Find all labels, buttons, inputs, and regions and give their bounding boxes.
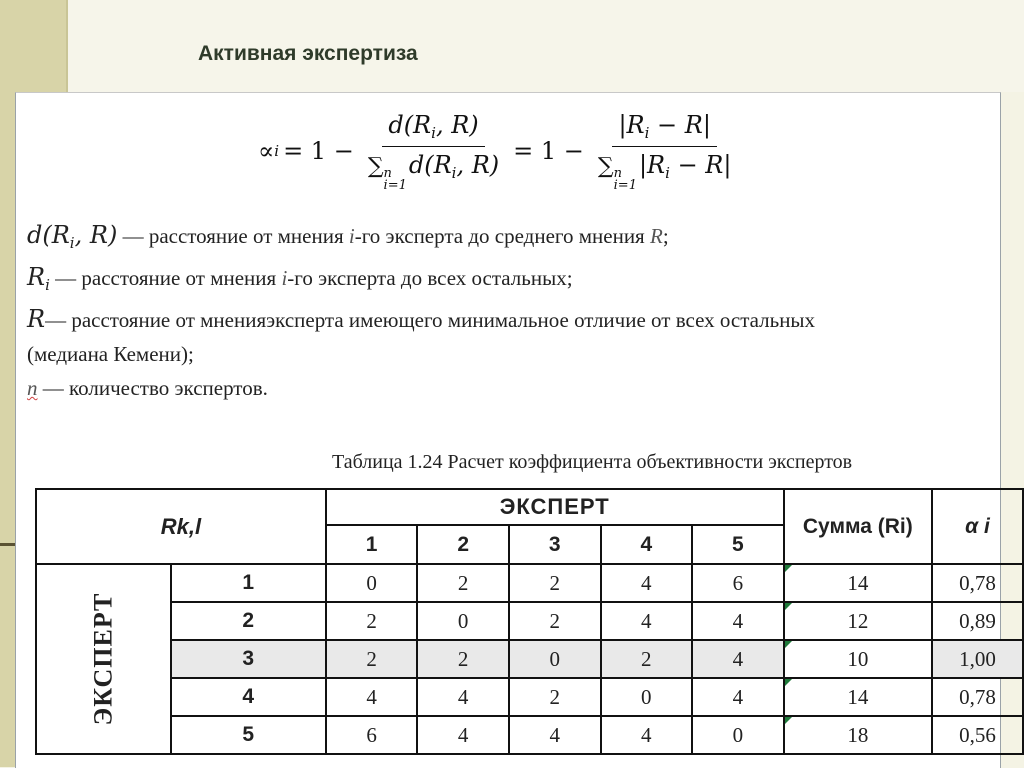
fraction-1-numerator: $d(R_i$, R) [382, 111, 484, 147]
experts-table [35, 488, 1024, 755]
cell: 6 [326, 716, 418, 754]
sum-cell: 14 [784, 564, 932, 602]
table-row [36, 716, 1023, 754]
row-label: 2 [171, 602, 326, 640]
table-caption: Таблица 1.24 Расчет коэффициента объективности экспертов [332, 451, 853, 473]
fraction-2-numerator: $|R_i - R|$ [612, 111, 717, 147]
alpha-cell: 0,78 [932, 678, 1023, 716]
definition-distance-mean: $d(R_i$, R) — расстояние от мнения i-го эксперта до среднего мнения R; [27, 221, 669, 252]
sum-header: Сумма (Ri) [784, 489, 932, 564]
cell: 0 [692, 716, 784, 754]
column-header: 2 [417, 525, 509, 564]
cell: 0 [601, 678, 693, 716]
cell: 0 [417, 602, 509, 640]
alpha-cell: 0,56 [932, 716, 1023, 754]
cell: 2 [417, 640, 509, 678]
sum-cell: 14 [784, 678, 932, 716]
row-label: 3 [171, 640, 326, 678]
fraction-2 [592, 111, 738, 192]
cell: 2 [509, 678, 601, 716]
cell: 0 [509, 640, 601, 678]
fraction-1-denominator: ∑ n i=1 $d(R_i$, R) [367, 150, 500, 193]
column-header: 3 [509, 525, 601, 564]
cell: 4 [509, 716, 601, 754]
definition-n: n — количество экспертов. [27, 376, 268, 400]
column-header: 5 [692, 525, 784, 564]
cell: 4 [326, 678, 418, 716]
alpha-cell: 0,89 [932, 602, 1023, 640]
alpha-symbol: ∝ [258, 137, 275, 165]
equals-one-minus-1: = 1 − [283, 137, 354, 165]
cell: 2 [326, 640, 418, 678]
cell: 2 [509, 564, 601, 602]
cell: 4 [417, 678, 509, 716]
alpha-cell: 1,00 [932, 640, 1023, 678]
row-label: 4 [171, 678, 326, 716]
cell: 4 [692, 640, 784, 678]
fraction-1 [362, 111, 505, 192]
table-row [36, 564, 1023, 602]
cell: 4 [601, 602, 693, 640]
alpha-subscript: i [274, 142, 280, 160]
sum-cell: 18 [784, 716, 932, 754]
sum-cell: 10 [784, 640, 932, 678]
cell: 0 [326, 564, 418, 602]
accent-rule [0, 543, 16, 546]
cell: 2 [509, 602, 601, 640]
cell: 2 [417, 564, 509, 602]
sum-cell: 12 [784, 602, 932, 640]
alpha-header: α i [932, 489, 1023, 564]
row-label: 5 [171, 716, 326, 754]
row-label: 1 [171, 564, 326, 602]
cell: 2 [601, 640, 693, 678]
cell: 4 [601, 716, 693, 754]
definition-r-cont: (медиана Кемени); [27, 342, 194, 366]
objectivity-formula [258, 108, 745, 194]
table-row [36, 602, 1023, 640]
cell: 6 [692, 564, 784, 602]
cell: 4 [692, 678, 784, 716]
expert-row-group: ЭКСПЕРТ [36, 564, 171, 754]
cell: 4 [692, 602, 784, 640]
definition-ri: $R_i$ — расстояние от мнения i-го эксперта до всех остальных; [27, 263, 573, 294]
equals-one-minus-2: = 1 − [513, 137, 584, 165]
column-header: 4 [601, 525, 693, 564]
cell: 4 [417, 716, 509, 754]
table-row [36, 640, 1023, 678]
corner-header: Rk,l [36, 489, 326, 564]
cell: 2 [326, 602, 418, 640]
slide-title: Активная экспертиза [198, 42, 418, 65]
alpha-cell: 0,78 [932, 564, 1023, 602]
fraction-2-denominator: ∑ n i=1 $|R_i - R|$ [597, 150, 732, 193]
table-row [36, 678, 1023, 716]
cell: 4 [601, 564, 693, 602]
column-header: 1 [326, 525, 418, 564]
definitions [27, 218, 815, 405]
expert-column-group: ЭКСПЕРТ [326, 489, 784, 525]
definition-r: R— расстояние от мненияэксперта имеющего минимальное отличие от всех остальных [27, 305, 816, 333]
